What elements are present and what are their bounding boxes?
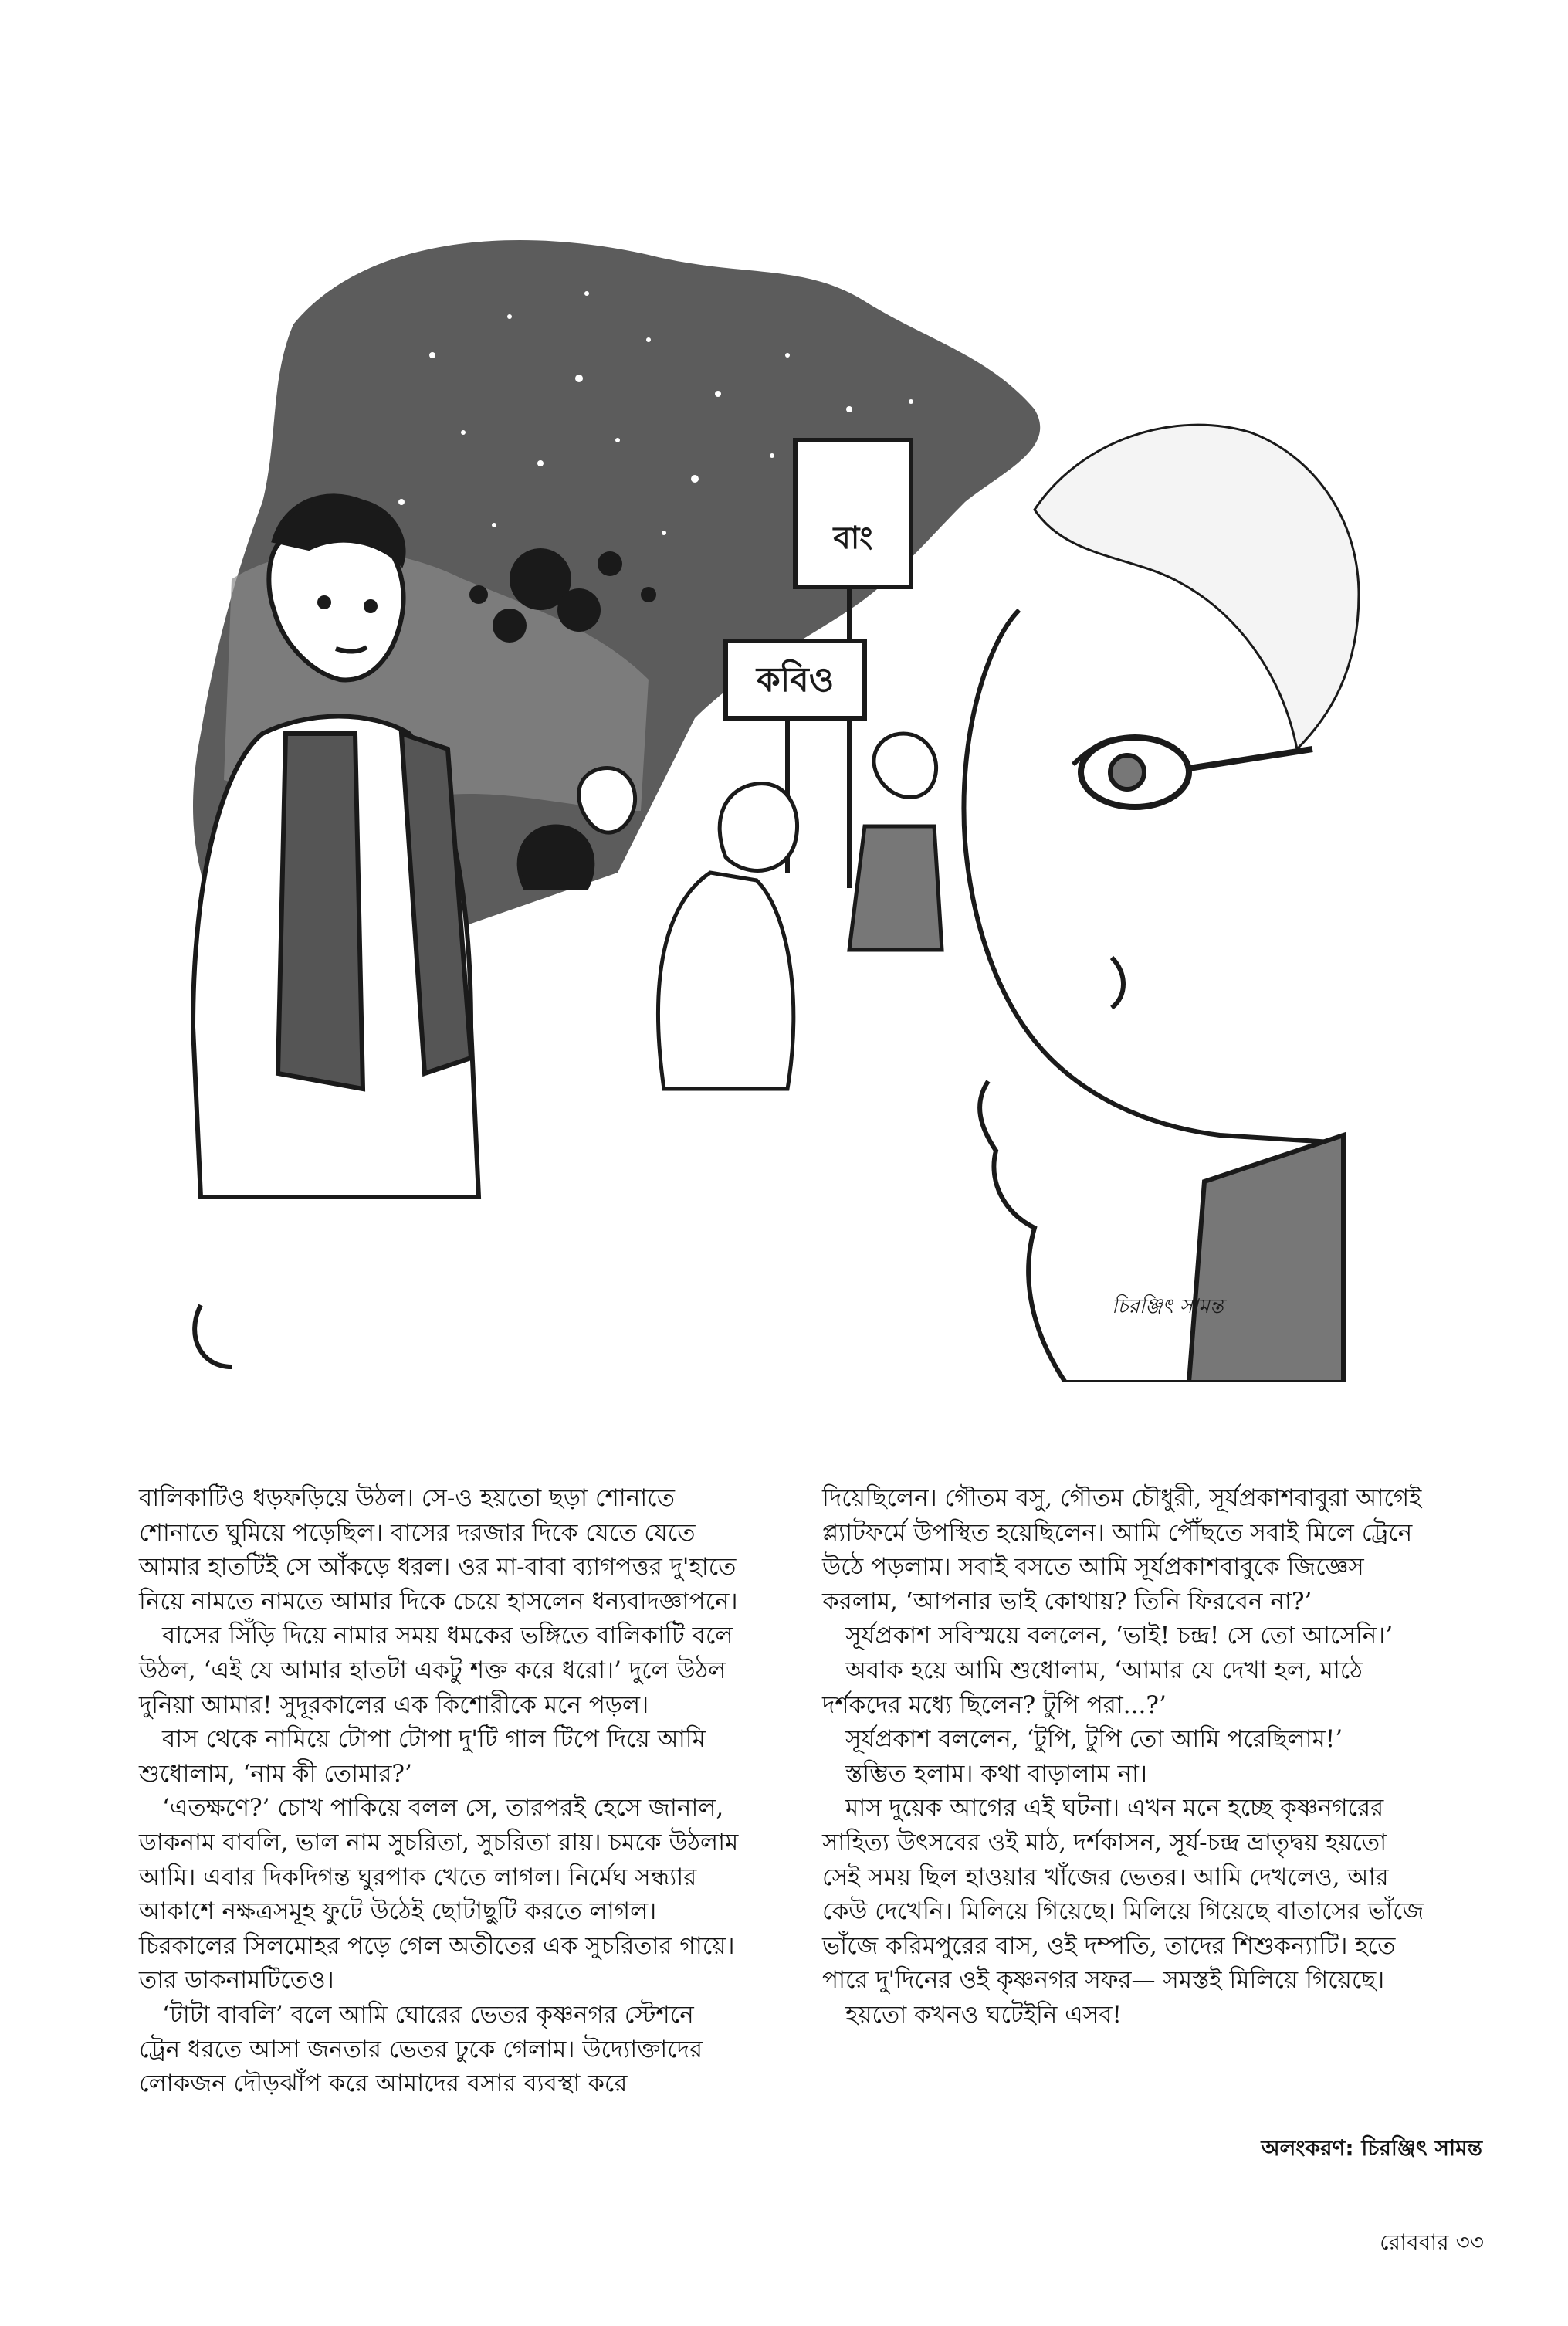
story-illustration — [108, 178, 1374, 1382]
article-paragraph: স্তম্ভিত হলাম। কথা বাড়ালাম না। — [845, 1759, 1148, 1788]
article-paragraph: বালিকাটিও ধড়ফড়িয়ে উঠল। সে-ও হয়তো ছড়া শোনাতে শোনাতে ঘুমিয়ে পড়েছিল। বাসের দরজার দিকে যেতে যেতে আমার হাতটিই সে আঁকড়ে ধরল। ওর মা-বাবা ব্যাগপত্তর দু'হাতে নিয়ে নামতে নামতে আমার দিকে চেয়ে হাসলেন ধন্যবাদজ্ঞাপনে। — [139, 1484, 738, 1616]
page-footer: রোববার ৩৩ — [1380, 2229, 1484, 2255]
article-paragraph: সূর্যপ্রকাশ সবিস্ময়ে বললেন, ‘ভাই! চন্দ্র! সে তো আসেনি।’ — [845, 1622, 1394, 1650]
article-right-column — [822, 1481, 1424, 2033]
article-left-column — [139, 1481, 741, 2101]
article-paragraph: ‘টাটা বাবলি’ বলে আমি ঘোরের ভেতর কৃষ্ণনগর স্টেশনে ট্রেন ধরতে আসা জনতার ভেতর ঢুকে গেলাম। উদ্যোক্তাদের লোকজন দৌড়ঝাঁপ করে আমাদের বসার ব্যবস্থা করে — [139, 2000, 703, 2098]
article-paragraph: হয়তো কখনও ঘটেইনি এসব! — [845, 2000, 1122, 2029]
man-figure — [963, 425, 1359, 1382]
illustration-credit — [1204, 2131, 1482, 2168]
article-paragraph: বাসের সিঁড়ি দিয়ে নামার সময় ধমকের ভঙ্গিতে বালিকাটি বলে উঠল, ‘এই যে আমার হাতটা একটু শক্ত করে ধরো।’ দুলে উঠল দুনিয়া আমার! সুদূরকালের এক কিশোরীকে মনে পড়ল। — [139, 1622, 733, 1719]
crowd — [519, 734, 942, 1089]
illustration-svg — [108, 178, 1374, 1382]
artist-signature: চিরঞ্জিৎ সামন্ত — [1112, 1295, 1224, 1318]
credit-label: অলংকরণ: — [1261, 2135, 1354, 2161]
article-paragraph: মাস দুয়েক আগের এই ঘটনা। এখন মনে হচ্ছে কৃষ্ণনগরের সাহিত্য উৎসবের ওই মাঠ, দর্শকাসন, সূর্য-চন্দ্র ভ্রাতৃদ্বয় হয়তো সেই সময় ছিল হাওয়ার খাঁজের ভেতর। আমি দেখলেও, আর কেউ দেখেনি। মিলিয়ে গিয়েছে। মিলিয়ে গিয়েছে বাতাসের ভাঁজে ভাঁজে করিমপুরের বাস, ওই দম্পতি, তাদের শিশুকন্যাটি। হতে পারে দু'দিনের ওই কৃষ্ণনগর সফর— সমস্তই মিলিয়ে গিয়েছে। — [822, 1794, 1424, 1995]
credit-artist: চিরঞ্জিৎ সামন্ত — [1361, 2135, 1482, 2161]
article-paragraph: সূর্যপ্রকাশ বললেন, ‘টুপি, টুপি তো আমি পরেছিলাম!’ — [845, 1725, 1343, 1754]
sign-small-text: বাং — [833, 520, 873, 556]
article-paragraph: বাস থেকে নামিয়ে টোপা টোপা দু'টি গাল টিপে দিয়ে আমি শুধোলাম, ‘নাম কী তোমার?’ — [139, 1725, 706, 1788]
article-paragraph: ‘এতক্ষণে?’ চোখ পাকিয়ে বলল সে, তারপরই হেসে জানাল, ডাকনাম বাবলি, ভাল নাম সুচরিতা, সুচরিতা রায়। চমকে উঠলাম আমি। এবার দিকদিগন্ত ঘুরপাক খেতে লাগল। নির্মেঘ সন্ধ্যার আকাশে নক্ষত্রসমূহ ফুটে উঠেই ছোটাছুটি করতে লাগল। চিরকালের সিলমোহর পড়ে গেল অতীতের এক সুচরিতার গায়ে। তার ডাকনামটিতেও। — [139, 1794, 739, 1995]
article-paragraph: অবাক হয়ে আমি শুধোলাম, ‘আমার যে দেখা হল, মাঠে দর্শকদের মধ্যে ছিলেন? টুপি পরা...?’ — [822, 1656, 1363, 1719]
sign-poetry-text: কবিও — [756, 660, 835, 700]
article-paragraph: দিয়েছিলেন। গৌতম বসু, গৌতম চৌধুরী, সূর্যপ্রকাশবাবুরা আগেই প্ল্যাটফর্মে উপস্থিত হয়েছিলেন। আমি পৌঁছতে সবাই মিলে ট্রেনে উঠে পড়লাম। সবাই বসতে আমি সূর্যপ্রকাশবাবুকে জিজ্ঞেস করলাম, ‘আপনার ভাই কোথায়? তিনি ফিরবেন না?’ — [822, 1484, 1422, 1616]
